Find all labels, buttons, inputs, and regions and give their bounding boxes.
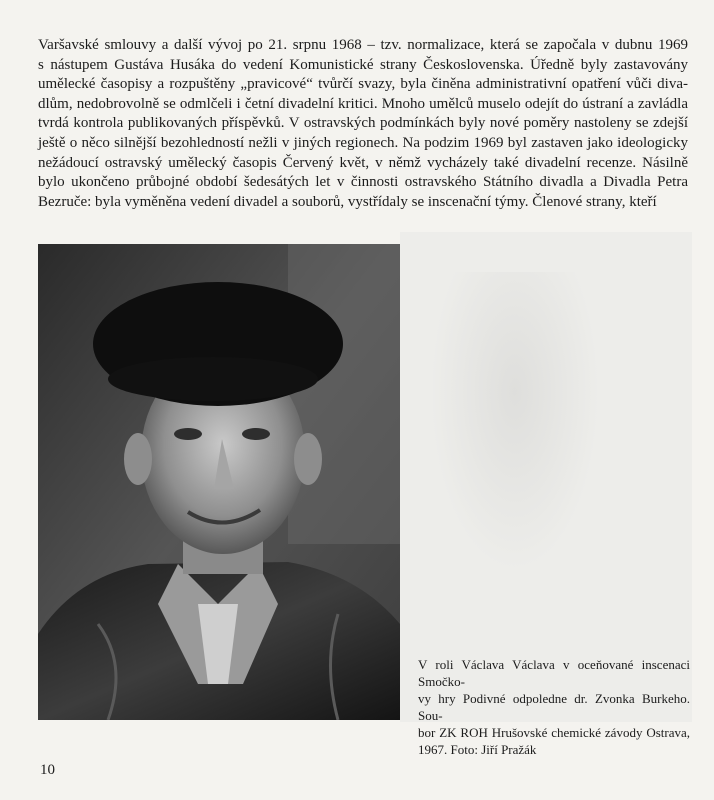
page-number: 10	[40, 762, 55, 778]
body-line: s nástupem Gustáva Husáka do vedení Komunistické strany Československa. Úředně byly zastavovány	[38, 56, 688, 73]
body-line: umělecké časopisy a rozpuštěny „pravicové“ tvůrčí svazy, byla činěna administrativní opatření vůči diva-	[38, 76, 688, 93]
caption-line: V roli Václava Václava v oceňované inscenaci Smočko-	[418, 657, 690, 689]
portrait-photo	[38, 244, 400, 720]
body-line: bylo ukončeno průbojné období šedesátých let v činnosti ostravského Státního divadla a Divadla Petra	[38, 174, 688, 191]
body-paragraph	[38, 36, 688, 212]
body-line: Bezruče: byla vyměněna vedení divadel a souborů, vystřídaly se inscenační týmy. Členové strany, kteří	[38, 193, 657, 210]
caption-line: bor ZK ROH Hrušovské chemické závody Ostrava,	[418, 725, 690, 740]
caption-line: vy hry Podivné odpoledne dr. Zvonka Burkeho. Sou-	[418, 691, 690, 723]
portrait-photo-icon	[38, 244, 400, 720]
body-line: tvrdá kontrola publikovaných příspěvků. V ostravských podmínkách byly nové poměry nastoleny se zdejší	[38, 115, 688, 132]
body-line: nežádoucí ostravský umělecký časopis Červený květ, v němž vycházely také divadelní recenze. Násilně	[38, 154, 688, 171]
faded-background-image	[400, 232, 692, 722]
body-line: dlům, nedobrovolně se odmlčeli i četní divadelní kritici. Mnoho umělců muselo odejít do ústraní a zavládla	[38, 95, 688, 112]
body-line: Varšavské smlouvy a další vývoj po 21. srpnu 1968 – tzv. normalizace, která se započala v dubnu 1969	[38, 37, 688, 53]
caption-line: 1967. Foto: Jiří Pražák	[418, 742, 537, 757]
body-line: ještě o něco silnější bezohledností nežli v jiných regionech. Na podzim 1969 byl zastaven jako ideologicky	[38, 134, 688, 151]
photo-caption	[418, 656, 690, 758]
